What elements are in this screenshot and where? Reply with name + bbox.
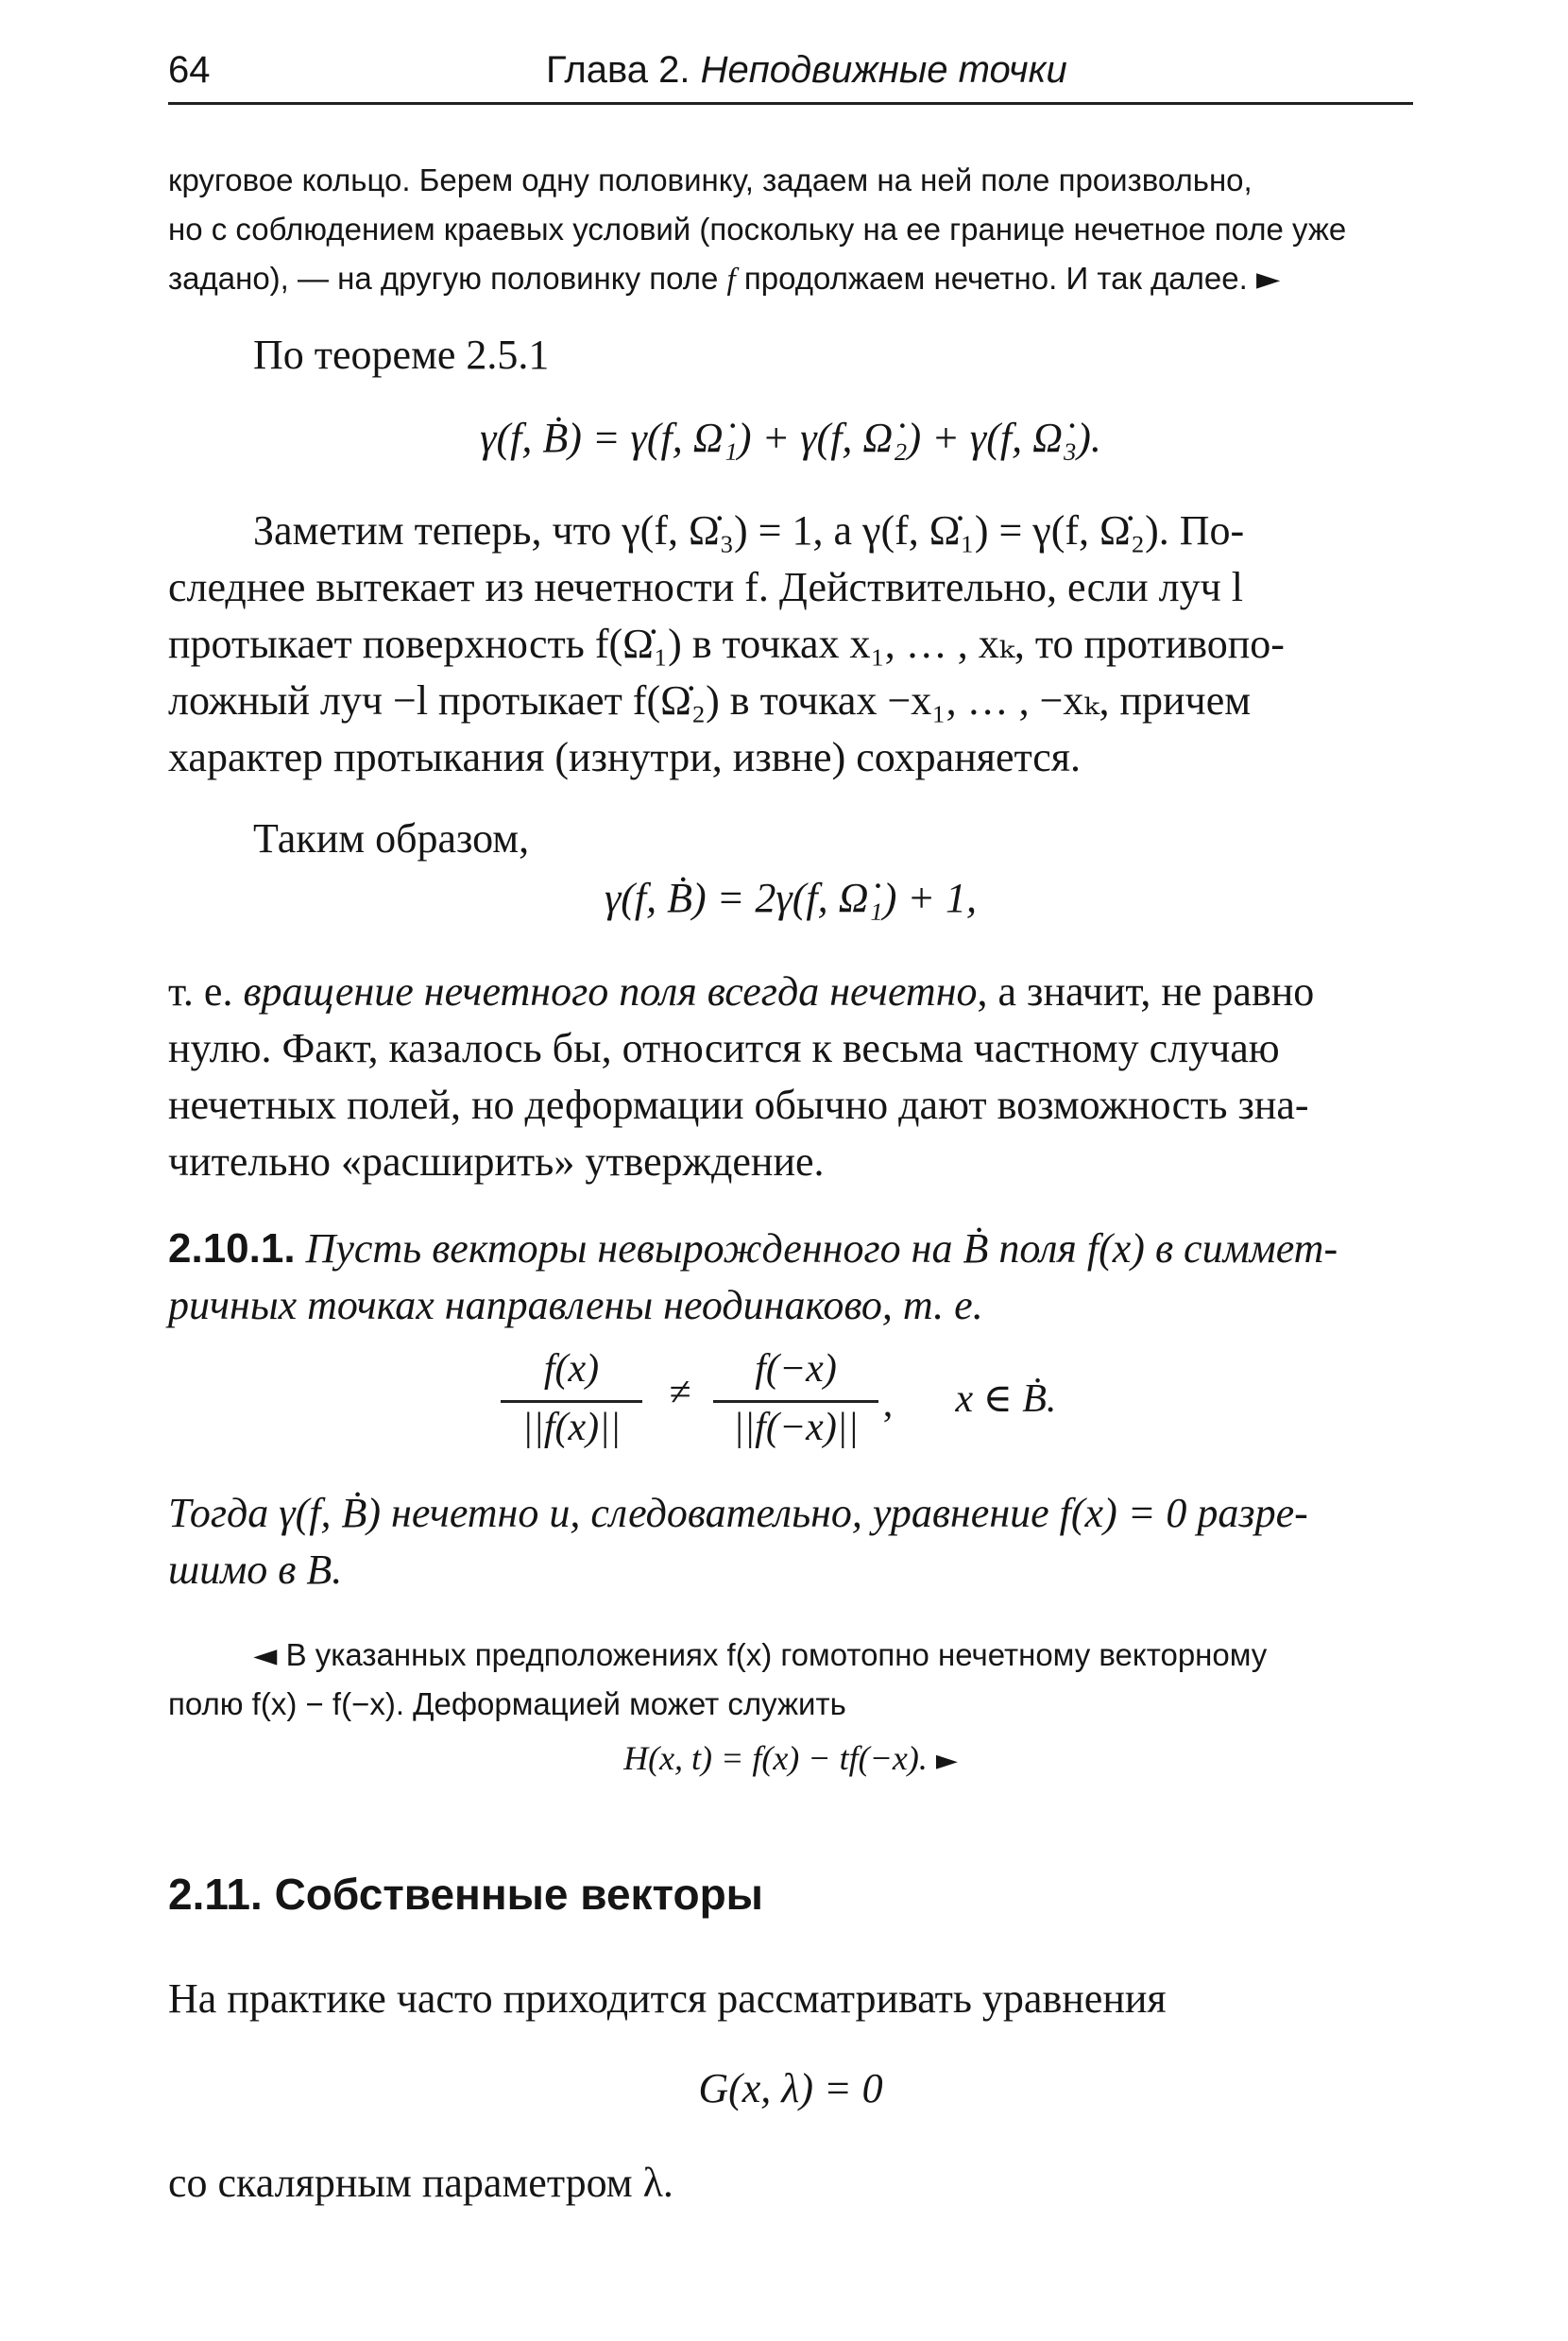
section-number: 2.11. <box>168 1870 263 1919</box>
paragraph-line: Заметим теперь, что γ(f, Ω̇₃) = 1, а γ(f, Ω̇₁) = γ(f, Ω̇₂). По- <box>253 507 1245 554</box>
running-header <box>168 49 1413 106</box>
thus-text: Таким образом, <box>253 815 530 862</box>
paragraph-line: ложный луч −l протыкает f(Ω̇₂) в точках −x₁, … , −xₖ, причем <box>168 677 1252 724</box>
paragraph-line: чительно «расширить» утверждение. <box>168 1138 825 1185</box>
proof-end-mark: ► <box>935 1744 958 1777</box>
paragraph-3: На практике часто приходится рассматривать уравнения <box>168 1975 1167 2022</box>
paragraph-line: нулю. Факт, казалось бы, относится к весьма частному случаю <box>168 1025 1280 1071</box>
fraction-2-numerator: f(−x) <box>755 1347 837 1391</box>
fraction-1-bar <box>501 1400 642 1403</box>
equation-1: γ(f, Ḃ) = γ(f, Ω̇₁) + γ(f, Ω̇₂) + γ(f, Ω̇₃). <box>480 415 1101 461</box>
paragraph-2 <box>168 964 1413 1190</box>
fraction-comma: , <box>882 1382 894 1426</box>
proof-end-line: но с соблюдением краевых условий (поскольку на ее границе нечетное поле уже <box>168 212 1347 247</box>
fraction-1-numerator: f(x) <box>543 1347 600 1391</box>
paragraph-1 <box>168 503 1413 786</box>
emphasis: вращение нечетного поля всегда нечетно <box>243 968 978 1015</box>
paragraph-line: характер протыкания (изнутри, извне) сохраняется. <box>168 734 1082 780</box>
statement-conclusion <box>168 1485 1413 1598</box>
statement-number: 2.10.1. <box>168 1225 296 1272</box>
equation-3: G(x, λ) = 0 <box>698 2065 883 2111</box>
paragraph-line: следнее вытекает из нечетности f. Действительно, если луч l <box>168 564 1243 610</box>
not-equal-sign: ≠ <box>669 1371 691 1414</box>
paragraph-line: т. е. вращение нечетного поля всегда нечетно, а значит, не равно <box>168 968 1315 1015</box>
proof-paragraph <box>168 1631 1413 1729</box>
statement-line: 2.10.1. Пусть векторы невырожденного на Ḃ поля f(x) в симмет- <box>168 1225 1338 1272</box>
paragraph-line: нечетных полей, но деформации обычно дают возможность зна- <box>168 1082 1309 1128</box>
paragraph-line: протыкает поверхность f(Ω̇₁) в точках x₁, … , xₖ, то противопо- <box>168 621 1285 667</box>
chapter-name: Неподвижные точки <box>700 49 1067 91</box>
statement-line: Тогда γ(f, Ḃ) нечетно и, следовательно, уравнение f(x) = 0 разре- <box>168 1490 1308 1536</box>
proof-line: полю f(x) − f(−x). Деформацией может служить <box>168 1686 846 1721</box>
paragraph-4: со скалярным параметром λ. <box>168 2160 673 2206</box>
chapter-title <box>546 49 1067 92</box>
proof-end-paragraph <box>168 156 1413 304</box>
proof-line: ◄ В указанных предположениях f(x) гомотопно нечетному векторному <box>253 1636 1268 1673</box>
theorem-reference: По теореме 2.5.1 <box>253 332 550 378</box>
condition: x ∈ Ḃ. <box>955 1377 1057 1421</box>
proof-start-mark: ◄ <box>253 1636 278 1673</box>
header-rule <box>168 102 1413 105</box>
statement-line: шимо в B. <box>168 1546 343 1593</box>
proof-end-line: задано), — на другую половинку поле f продолжаем нечетно. И так далее. ► <box>168 260 1281 297</box>
fraction-1-denominator: ||f(x)|| <box>521 1406 622 1449</box>
chapter-prefix: Глава 2. <box>546 49 690 91</box>
fraction-2-bar <box>713 1400 878 1403</box>
statement-line: ричных точках направлены неодинаково, т. е. <box>168 1282 983 1328</box>
proof-end-mark: ► <box>1255 260 1281 297</box>
fraction-2-denominator: ||f(−x)|| <box>733 1406 859 1449</box>
equation-2: γ(f, Ḃ) = 2γ(f, Ω̇₁) + 1, <box>604 875 978 921</box>
deformation-equation: H(x, t) = f(x) − tf(−x). ► <box>623 1739 958 1777</box>
section-title: Собственные векторы <box>274 1870 763 1919</box>
proof-end-line: круговое кольцо. Берем одну половинку, задаем на ней поле произвольно, <box>168 162 1253 197</box>
statement-2-10-1 <box>168 1221 1413 1334</box>
section-heading <box>168 1869 763 1920</box>
page-number: 64 <box>168 49 211 91</box>
